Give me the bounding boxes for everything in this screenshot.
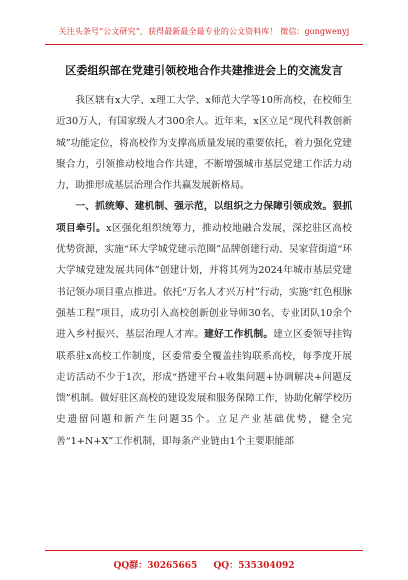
document-body bbox=[56, 90, 352, 452]
section-heading: 一、抓统筹、建机制、强示范，以组织之力保障引领成效。 bbox=[75, 201, 333, 213]
header-banner: 关注头条号“公文研究”，获得最新最全最专业的公文资料库！ 微信：gongwenyj bbox=[58, 27, 350, 36]
paragraph-section-1 bbox=[56, 196, 352, 452]
footer-divider bbox=[45, 550, 363, 551]
section-text-mechanism: 建立区委领导挂钩联系驻x高校工作制度，区委常委全覆盖挂钩联系高校，每季度开展走访活动不少于1次，形成“搭建平台+收集问题+协调解决+问题反馈”机制。做好驻区高校的建设发展和服务保障工作，协助化解学校历史遗留问题和新产生问题35个。立足产业基础优势，健全完善“1+N+X”工作机制，即每条产业链由1个主要职能部 bbox=[56, 329, 353, 447]
subheading-project: 狠抓项目牵引。 bbox=[56, 201, 353, 234]
document-title: 区委组织部在党建引领校地合作共建推进会上的交流发言 bbox=[65, 64, 343, 77]
subheading-mechanism: 建好工作机制。 bbox=[204, 329, 274, 341]
footer-qq: QQ：535304092 bbox=[213, 561, 295, 571]
header-divider bbox=[45, 44, 363, 45]
section-text-project: x区强化组织统筹力，推动校地融合发展，深挖驻区高校优势资源，实施“环大学城党建示范圈”品牌创建行动、吴家营街道“环大学城党建发展共同体”创建计划，并将其列为2024年城市基层党建书记领办项目重点推进。依托“万名人才兴万村”行动，实施“红色根脉强基工程”项目，成功引入高校创新创业导师30名、专业团队10余个进入乡村振兴、基层治理人才库。 bbox=[56, 222, 352, 341]
paragraph-intro: 我区辖有x大学、x理工大学、x师范大学等10所高校，在校师生近30万人，有国家级人才300余人。近年来，x区立足“现代科教创新城”功能定位，将高校作为支撑高质量发展的重要依托，着力强化党建聚合力，引领推动校地合作共建，不断增强城市基层党建工作活力动力，助推形成基层治理合作共赢发展新格局。 bbox=[56, 95, 352, 192]
footer-contact bbox=[0, 558, 408, 571]
footer-qq-group: QQ群：30265665 bbox=[113, 561, 198, 571]
